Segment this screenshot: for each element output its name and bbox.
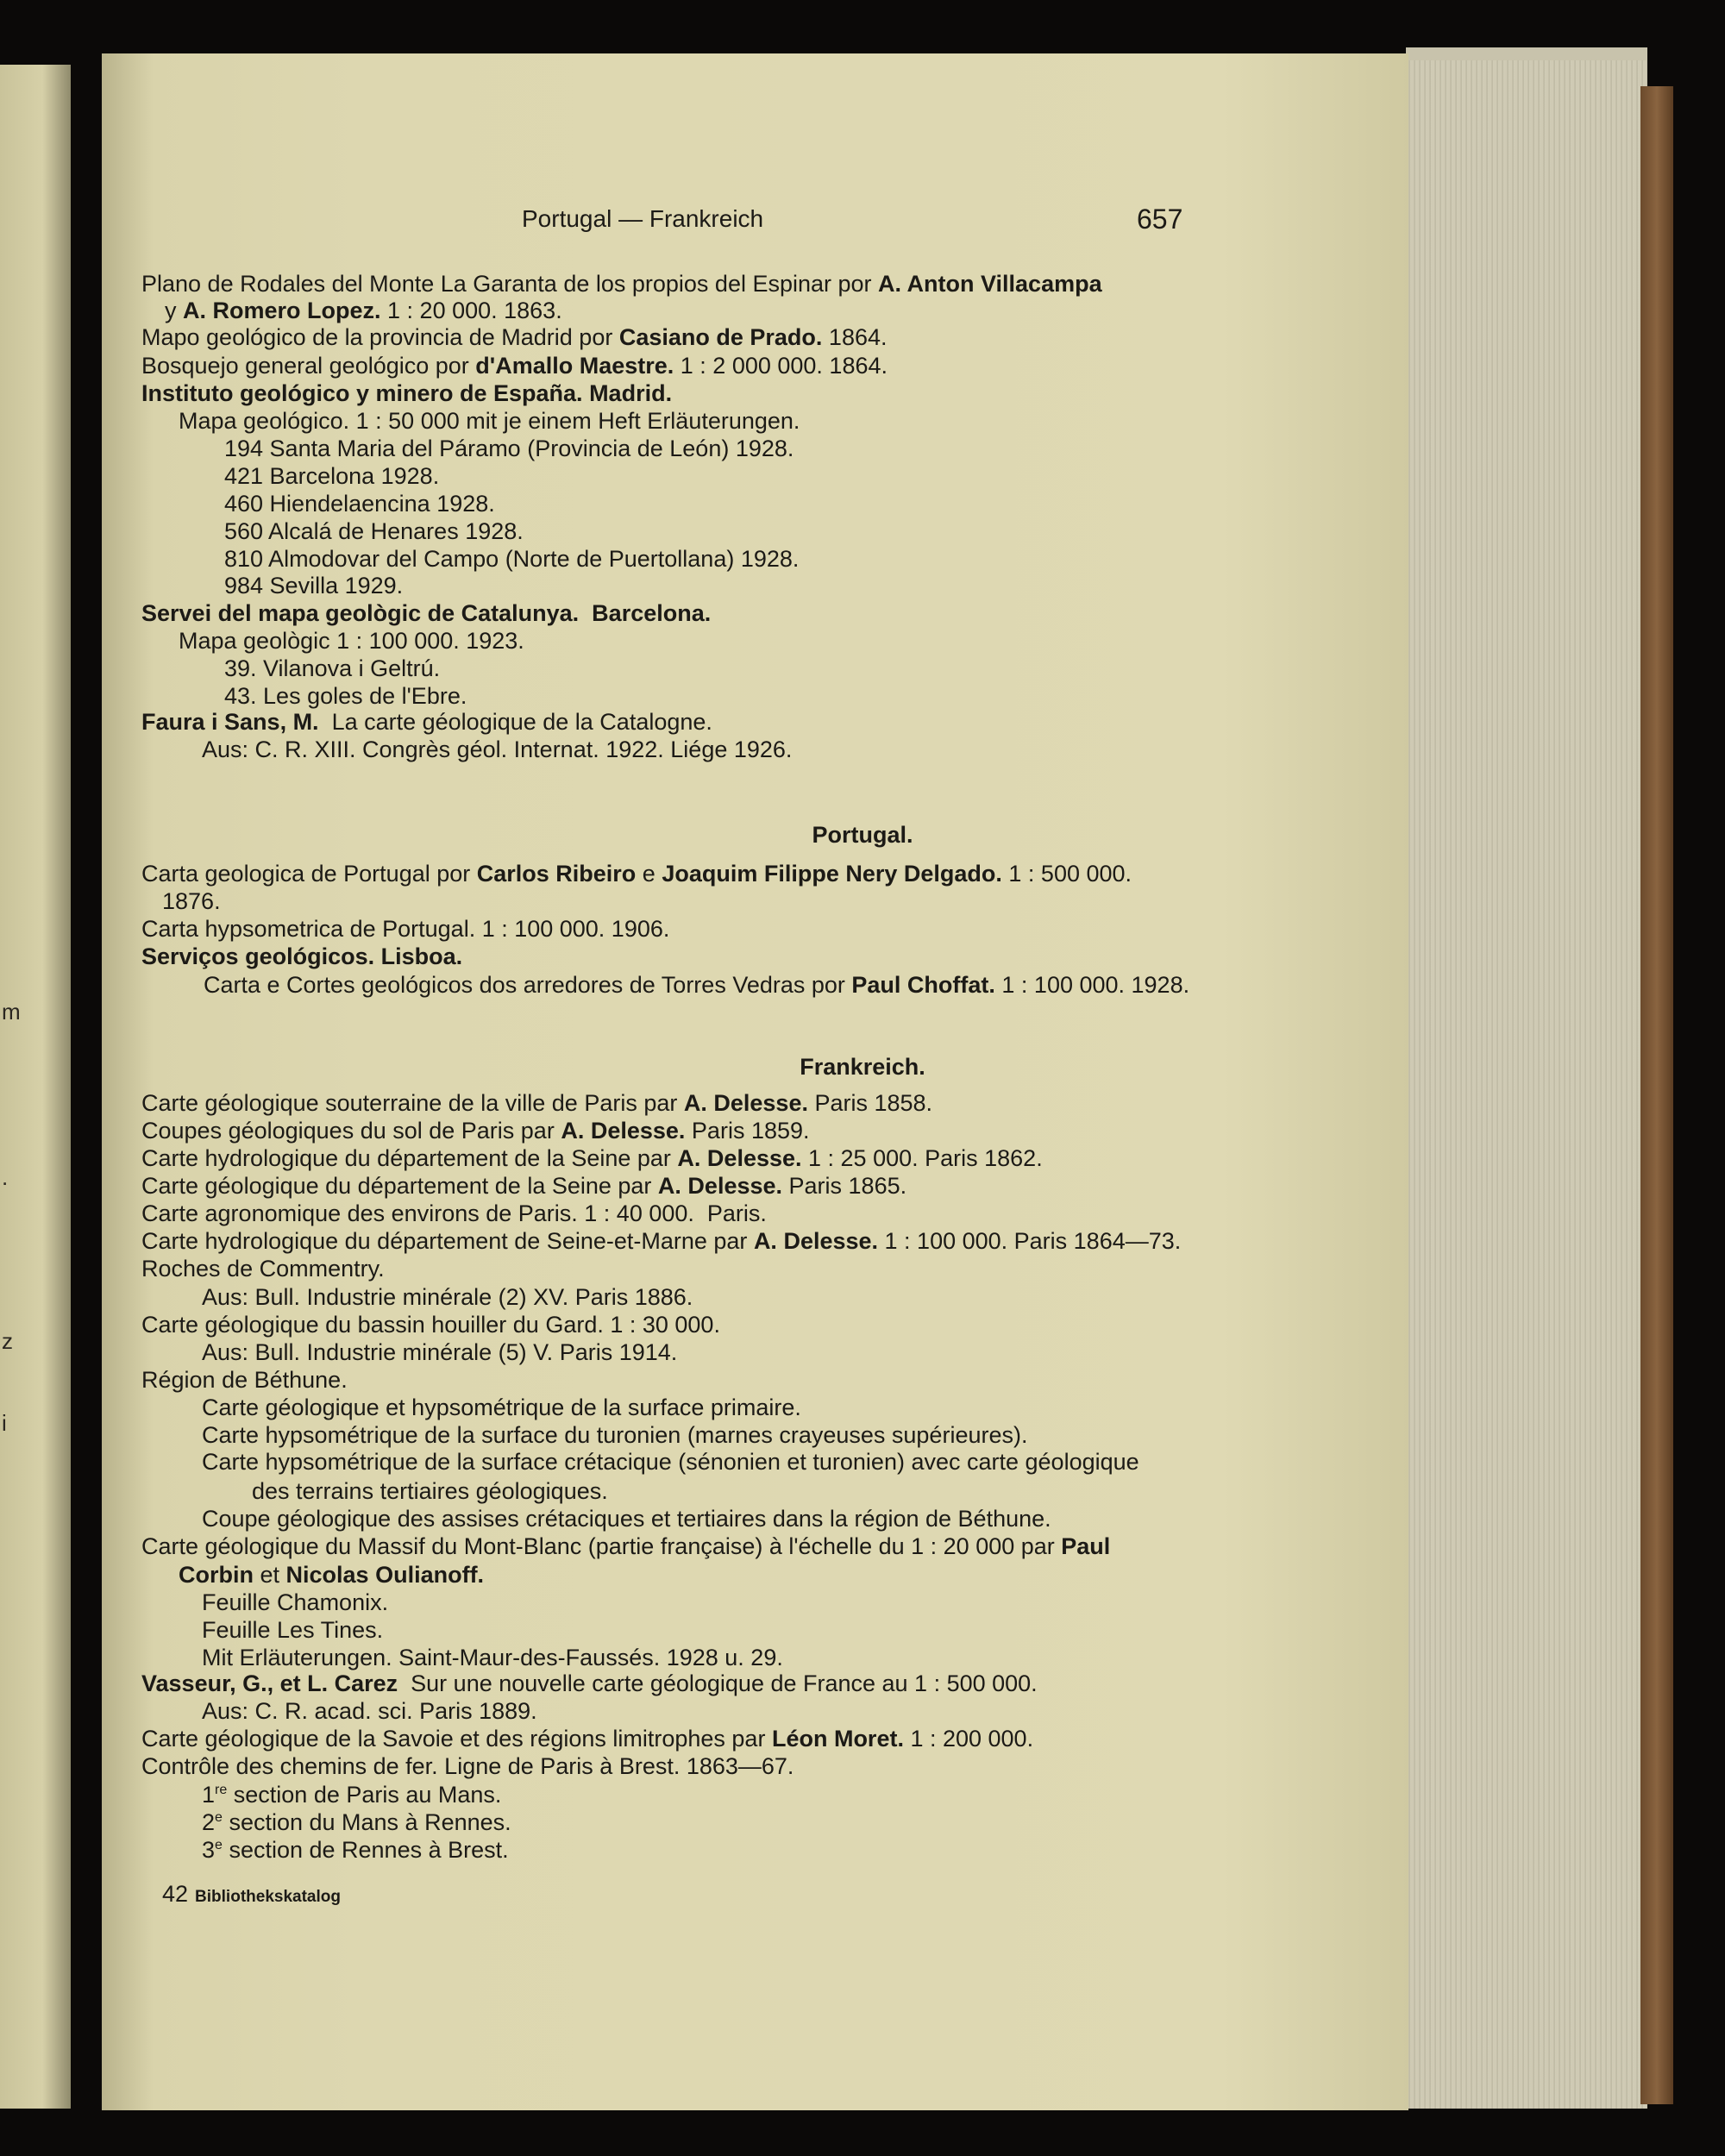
entry-text: re: [215, 1783, 228, 1797]
entry-author-or-institution: A. Delesse.: [677, 1145, 802, 1171]
catalog-entry-line: [202, 1421, 1027, 1449]
catalog-entry-line: [141, 943, 462, 970]
entry-text: Carte agronomique des environs de Paris. 1 : 40 000. Paris.: [141, 1200, 767, 1226]
book-cover-edge: [1640, 86, 1673, 2104]
entry-text: section de Paris au Mans.: [227, 1782, 502, 1808]
catalog-entry-line: [141, 270, 1102, 298]
catalog-entry-line: [141, 379, 672, 407]
section-heading-frankreich: Frankreich.: [800, 1054, 925, 1080]
entry-text: Paris 1865.: [782, 1173, 907, 1199]
page-number: 657: [1137, 204, 1183, 235]
entry-text: Plano de Rodales del Monte La Garanta de los propios del Espinar por: [141, 271, 879, 297]
running-head: Portugal — Frankreich: [522, 205, 764, 232]
catalog-entry-line: [224, 462, 439, 490]
entry-text: Aus: C. R. acad. sci. Paris 1889.: [202, 1698, 537, 1724]
entry-text: section du Mans à Rennes.: [222, 1809, 511, 1835]
entry-text: Carte hypsométrique de la surface crétacique (sénonien et turonien) avec carte géologique: [202, 1449, 1139, 1475]
entry-text: Feuille Les Tines.: [202, 1617, 384, 1643]
entry-text: 1 : 100 000. Paris 1864—73.: [878, 1228, 1182, 1254]
entry-text: Mapo geológico de la provincia de Madrid por: [141, 324, 619, 350]
catalog-entry-line: [224, 517, 524, 545]
entry-text: Feuille Chamonix.: [202, 1589, 389, 1615]
catalog-entry-line: [224, 655, 440, 682]
entry-text: Coupes géologiques du sol de Paris par: [141, 1118, 561, 1144]
catalog-entry-line: [141, 860, 1132, 887]
entry-text: Carta hypsometrica de Portugal. 1 : 100 000. 1906.: [141, 916, 670, 942]
catalog-entry-line: [141, 1366, 348, 1394]
entry-text: e: [215, 1838, 223, 1852]
entry-text: Paris 1859.: [685, 1118, 810, 1144]
catalog-entry-line: [162, 887, 221, 915]
entry-text: 1 : 100 000. 1928.: [994, 972, 1190, 998]
entry-author-or-institution: A. Delesse.: [561, 1118, 686, 1144]
catalog-entry-line: [141, 915, 669, 943]
entry-text: Carte hydrologique du département de la Seine par: [141, 1145, 678, 1171]
entry-author-or-institution: A. Delesse.: [753, 1228, 879, 1254]
catalog-entry-line: [141, 599, 711, 627]
catalog-entry-line: [202, 1505, 1051, 1532]
entry-author-or-institution: Nicolas Oulianoff.: [285, 1562, 485, 1588]
catalog-entry-line: [141, 1725, 1033, 1752]
entry-text: Carte géologique du bassin houiller du Gard. 1 : 30 000.: [141, 1312, 720, 1338]
entry-author-or-institution: Carlos Ribeiro: [476, 861, 637, 887]
catalog-entry-line: [141, 1670, 1038, 1697]
entry-text: Aus: Bull. Industrie minérale (2) XV. Paris 1886.: [202, 1284, 693, 1310]
entry-text: Contrôle des chemins de fer. Ligne de Paris à Brest. 1863—67.: [141, 1753, 794, 1779]
catalog-entry-line: [141, 1172, 906, 1200]
catalog-entry-line: [224, 682, 467, 710]
entry-text: Coupe géologique des assises crétaciques et tertiaires dans la région de Béthune.: [202, 1506, 1051, 1532]
catalog-entry-line: [179, 627, 524, 655]
catalog-entry-line: [224, 490, 495, 517]
catalog-entry-line: [141, 708, 712, 736]
catalog-entry-line: [141, 1089, 932, 1117]
entry-text: 984 Sevilla 1929.: [224, 573, 404, 599]
entry-text: Bosquejo general geológico por: [141, 353, 476, 379]
entry-text: Paris 1858.: [807, 1090, 933, 1116]
entry-text: 1876.: [162, 888, 221, 914]
entry-text: Mit Erläuterungen. Saint-Maur-des-Faussés. 1928 u. 29.: [202, 1645, 783, 1670]
entry-text: 194 Santa Maria del Páramo (Provincia de León) 1928.: [224, 436, 794, 461]
entry-author-or-institution: A. Romero Lopez.: [183, 298, 381, 323]
entry-text: Mapa geològic 1 : 100 000. 1923.: [179, 628, 524, 654]
catalog-entry-line: [179, 1561, 484, 1589]
entry-text: Carta geologica de Portugal por: [141, 861, 477, 887]
signature-number: 42: [162, 1881, 189, 1907]
catalog-entry-line: [202, 1697, 537, 1725]
entry-text: 421 Barcelona 1928.: [224, 463, 440, 489]
entry-text: Carte hydrologique du département de Seine-et-Marne par: [141, 1228, 754, 1254]
catalog-entry-line: [141, 1144, 1043, 1172]
catalog-entry-line: [202, 1448, 1139, 1476]
entry-author-or-institution: Instituto geológico y minero de España. Madrid.: [141, 380, 673, 406]
catalog-entry-line: [202, 1644, 783, 1671]
entry-text: La carte géologique de la Catalogne.: [318, 709, 712, 735]
entry-author-or-institution: Corbin: [179, 1562, 254, 1588]
entry-text: et: [254, 1562, 286, 1588]
catalog-entry-line: [179, 407, 800, 435]
catalog-entry-line: [141, 352, 888, 379]
entry-text: Mapa geológico. 1 : 50 000 mit je einem Heft Erläuterungen.: [179, 408, 800, 434]
catalog-entry-line: [141, 1255, 385, 1282]
entry-text: Carte géologique du Massif du Mont-Blanc (partie française) à l'échelle du 1 : 20 000 par: [141, 1533, 1062, 1559]
entry-text: 39. Vilanova i Geltrú.: [224, 655, 441, 681]
catalog-entry-line: [141, 323, 888, 351]
entry-author-or-institution: Casiano de Prado.: [618, 324, 823, 350]
catalog-entry-line: [165, 297, 562, 324]
left-page-fragment: i: [2, 1410, 7, 1436]
entry-author-or-institution: Joaquim Filippe Nery Delgado.: [662, 861, 1002, 887]
entry-text: e: [636, 861, 662, 887]
catalog-entry-line: [202, 1283, 693, 1311]
entry-text: 460 Hiendelaencina 1928.: [224, 491, 495, 517]
entry-text: Sur une nouvelle carte géologique de France au 1 : 500 000.: [398, 1670, 1038, 1696]
catalog-entry-line: [224, 435, 794, 462]
catalog-entry-line: [224, 545, 799, 573]
catalog-entry-line: [141, 1227, 1181, 1255]
entry-text: Carta e Cortes geológicos dos arredores de Torres Vedras por: [204, 972, 852, 998]
entry-text: 1 : 2 000 000. 1864.: [674, 353, 888, 379]
entry-text: 810 Almodovar del Campo (Norte de Puertollana) 1928.: [224, 546, 800, 572]
catalog-entry-line: [202, 1836, 509, 1864]
entry-text: 1 : 200 000.: [903, 1726, 1034, 1752]
catalog-entry-line: [202, 1394, 801, 1421]
entry-text: e: [215, 1810, 223, 1825]
catalog-entry-line: [141, 1532, 1110, 1560]
entry-author-or-institution: A. Delesse.: [683, 1090, 808, 1116]
catalog-entry-line: [202, 1616, 383, 1644]
entry-author-or-institution: Vasseur, G., et L. Carez: [141, 1670, 398, 1696]
entry-text: Région de Béthune.: [141, 1367, 348, 1393]
entry-text: 1864.: [822, 324, 888, 350]
entry-text: Roches de Commentry.: [141, 1256, 385, 1282]
catalog-entry-line: [141, 1200, 767, 1227]
entry-text: 3: [202, 1837, 216, 1863]
catalog-entry-line: [224, 572, 403, 599]
left-page-fragment: m: [2, 999, 21, 1025]
left-page-fragment: z: [2, 1328, 13, 1354]
signature-title: Bibliothekskatalog: [195, 1888, 341, 1906]
signature-footer: [162, 1881, 341, 1908]
entry-author-or-institution: Serviços geológicos. Lisboa.: [141, 943, 463, 969]
page-stack: [1406, 60, 1647, 2109]
entry-text: section de Rennes à Brest.: [222, 1837, 509, 1863]
entry-text: Carte géologique et hypsométrique de la surface primaire.: [202, 1395, 801, 1420]
entry-text: Carte géologique souterraine de la ville de Paris par: [141, 1090, 684, 1116]
entry-text: des terrains tertiaires géologiques.: [252, 1478, 608, 1504]
entry-author-or-institution: Paul Choffat.: [851, 972, 995, 998]
entry-text: Aus: Bull. Industrie minérale (5) V. Paris 1914.: [202, 1339, 678, 1365]
entry-text: 43. Les goles de l'Ebre.: [224, 683, 467, 709]
entry-author-or-institution: Paul: [1061, 1533, 1111, 1559]
entry-text: Aus: C. R. XIII. Congrès géol. Internat. 1922. Liége 1926.: [202, 736, 793, 762]
entry-author-or-institution: A. Anton Villacampa: [878, 271, 1102, 297]
entry-author-or-institution: d'Amallo Maestre.: [475, 353, 674, 379]
catalog-entry-line: [252, 1477, 608, 1505]
entry-text: 1 : 500 000.: [1001, 861, 1132, 887]
entry-text: 2: [202, 1809, 216, 1835]
entry-text: Carte géologique de la Savoie et des régions limitrophes par: [141, 1726, 772, 1752]
entry-author-or-institution: Faura i Sans, M.: [141, 709, 319, 735]
entry-text: Carte géologique du département de la Seine par: [141, 1173, 658, 1199]
entry-text: y: [165, 298, 184, 323]
catalog-entry-line: [202, 1338, 677, 1366]
catalog-entry-line: [202, 1781, 501, 1808]
left-page-edge: [0, 65, 71, 2109]
entry-text: 1: [202, 1782, 216, 1808]
entry-text: 1 : 20 000. 1863.: [380, 298, 562, 323]
catalog-entry-line: [202, 736, 792, 763]
entry-text: 560 Alcalá de Henares 1928.: [224, 518, 524, 544]
section-heading-portugal: Portugal.: [812, 822, 913, 848]
catalog-entry-line: [141, 1752, 794, 1780]
catalog-entry-line: [202, 1589, 388, 1616]
catalog-entry-line: [141, 1311, 720, 1338]
catalog-entry-line: [202, 1808, 511, 1836]
catalog-entry-line: [141, 1117, 810, 1144]
left-page-fragment: .: [2, 1164, 9, 1190]
entry-author-or-institution: A. Delesse.: [657, 1173, 783, 1199]
entry-author-or-institution: Servei del mapa geològic de Catalunya. Barcelona.: [141, 600, 712, 626]
catalog-entry-line: [204, 971, 1189, 999]
entry-text: 1 : 25 000. Paris 1862.: [801, 1145, 1043, 1171]
entry-author-or-institution: Léon Moret.: [771, 1726, 904, 1752]
entry-text: Carte hypsométrique de la surface du turonien (marnes crayeuses supérieures).: [202, 1422, 1028, 1448]
